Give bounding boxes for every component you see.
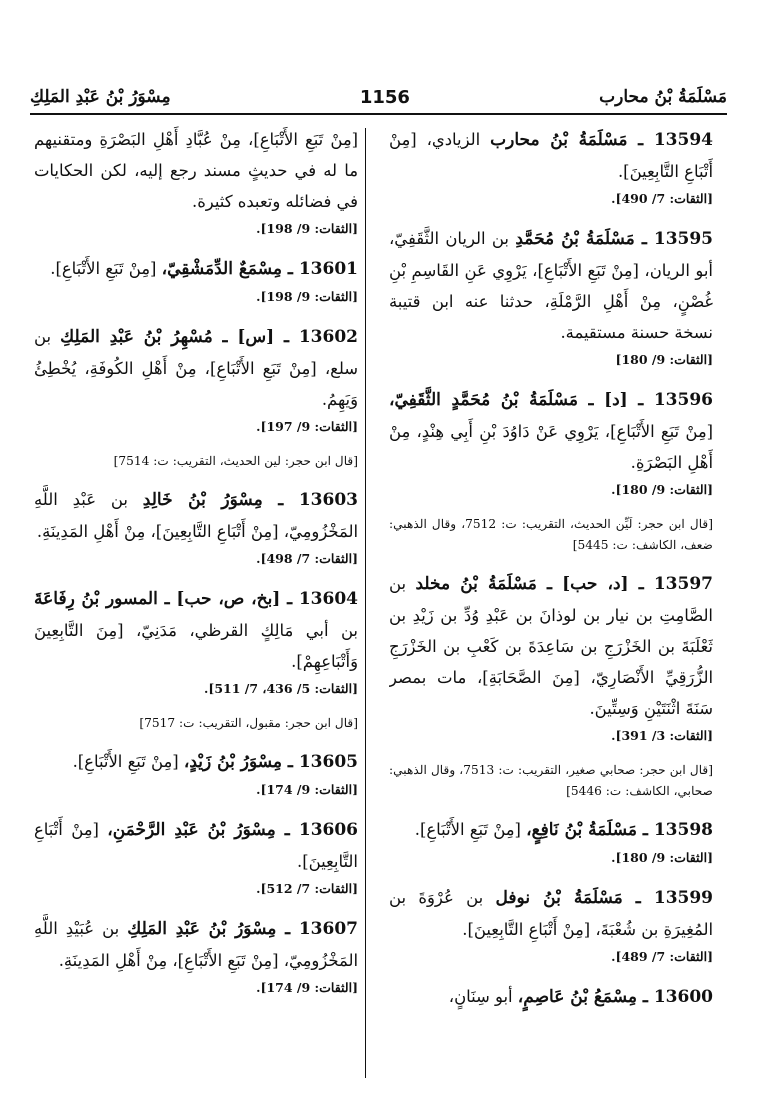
entry-head: 13604 ـ [بخ، ص، حب] ـ المسور بْنُ رِفَاعَةَ <box>34 589 358 609</box>
entry-body: [مِنْ تَبَعِ الأَتْبَاعِ]، مِنْ عُبَّادِ أَهْلِ البَصْرَةِ ومتقنيهم ما له في حديثٍ مسند رجع إليه، لكن الحكايات في فضائله وتعبده كثيرة. <box>34 130 358 211</box>
entry-head: 13601 ـ مِسْمَعٌ الدِّمَشْقِيّ، <box>161 259 358 279</box>
entry <box>389 814 713 870</box>
entry-head: 13598 ـ مَسْلَمَةُ بْنُ نَافِعٍ، <box>526 820 713 840</box>
entry-body: بن سلع، [مِنْ تَبَعِ الأَتْبَاعِ]، مِنْ أَهْلِ الكُوفَةِ، يُخْطِئُ وَيَهِمُ. <box>34 327 358 409</box>
entry-citation: [الثقات: 7/ 498]. <box>256 551 358 566</box>
running-header <box>30 82 727 112</box>
entry <box>34 321 358 439</box>
entry-head: 13602 ـ [س] ـ مُسْهِرُ بْنُ عَبْدِ المَلِكِ <box>60 327 358 347</box>
entry-head: 13599 ـ مَسْلَمَةُ بْنُ نوفل <box>495 888 713 908</box>
entry <box>389 981 713 1013</box>
entry <box>34 583 358 701</box>
column-divider <box>365 128 366 1078</box>
entry <box>34 814 358 901</box>
entry <box>389 124 713 211</box>
entry <box>34 253 358 309</box>
entry-citation: [الثقات: 3/ 391]. <box>611 728 713 743</box>
entry-body: بن الصَّامِتِ بن نيار بن لوذانَ بن عَبْدِ وُدِّ بن زَيْدِ بن ثَعْلَبَةَ بن الخَزْرَجِ بن سَاعِدَةَ بن كَعْبِ بن الخَزْرَجِ الزُّرَقِيِّ الأَنْصَارِيّ، [مِنَ الصَّحَابَةِ]، مات بمصر سَنَةَ اثْنَتَيْنِ وَسِتِّينَ. <box>389 574 713 718</box>
header-right-title: مَسْلَمَةُ بْنُ محارب <box>599 87 727 107</box>
entry-citation: [الثقات: 9/ 174]. <box>256 980 358 995</box>
entry-citation: [الثقات: 9/ 174]. <box>256 782 358 797</box>
entry-head: 13600 ـ مِسْمَعُ بْنُ عَاصِمٍ، <box>517 987 713 1007</box>
entry-note: [قال ابن حجر: صحابي صغير، التقريب: ت: 7513، وقال الذهبي: صحابي، الكاشف: ت: 5446] <box>389 763 713 798</box>
entry <box>389 223 713 372</box>
entry-head: 13603 ـ مِسْوَرُ بْنُ خَالِدِ <box>142 490 358 510</box>
entry <box>389 882 713 969</box>
header-left-title: مِسْوَرُ بْنُ عَبْدِ المَلِكِ <box>30 87 171 107</box>
entry-body: [مِنْ تَبَعِ الأَتْبَاعِ]. <box>72 752 179 771</box>
entry-note: [قال ابن حجر: لين الحديث، التقريب: ت: 7514] <box>113 454 358 468</box>
entry-head: 13607 ـ مِسْوَرُ بْنُ عَبْدِ المَلِكِ <box>127 919 358 939</box>
entry <box>34 913 358 1000</box>
entry-body: بن الريان الثَّقَفِيّ، أبو الريان، [مِنْ تَبَعِ الأَتْبَاعِ]، يَرْوِي عَنِ القَاسِمِ بْنِ غُصْنٍ، مِنْ أَهْلِ الرَّمْلَةِ، حدثنا عنه ابن قتيبة نسخة حسنة مستقيمة. <box>389 229 713 342</box>
entry-body: بن عُرْوَةَ بن المُغِيرَةِ بن شُعْبَةَ، [مِنْ أَتْبَاعِ التَّابِعِينَ]. <box>389 888 713 939</box>
entry-citation: [الثقات: 5/ 436، 7/ 511]. <box>204 681 358 696</box>
entry-citation: [الثقات: 9/ 198]. <box>256 221 358 236</box>
entry-citation: [الثقات: 7/ 489]. <box>611 949 713 964</box>
entry-head: 13594 ـ مَسْلَمَةُ بْنُ محارب <box>490 130 713 150</box>
header-rule <box>30 113 727 115</box>
entry <box>34 746 358 802</box>
entry <box>389 384 713 502</box>
entry-body: بن عَبْدِ اللَّهِ المَخْزُومِيّ، [مِنْ أَتْبَاعِ التَّابِعِينَ]، مِنْ أَهْلِ المَدِينَةِ. <box>34 490 358 541</box>
entry-head: 13605 ـ مِسْوَرُ بْنُ زَيْدٍ، <box>183 752 358 772</box>
entry <box>34 484 358 571</box>
entry-body: بن عُبَيْدِ اللَّهِ المَخْزُومِيّ، [مِنْ تَبَعِ الأَتْبَاعِ]، مِنْ أَهْلِ المَدِينَةِ. <box>34 919 358 970</box>
entry-body: [مِنْ تَبَعِ الأَتْبَاعِ]. <box>414 820 521 839</box>
entry-head: 13597 ـ [د، حب] ـ مَسْلَمَةُ بْنُ مخلد <box>415 574 713 594</box>
entry-citation: [الثقات: 7/ 490]. <box>611 191 713 206</box>
entry-citation: [الثقات: 9/ 197]. <box>256 419 358 434</box>
entry-head: 13595 ـ مَسْلَمَةُ بْنُ مُحَمَّدِ <box>515 229 713 249</box>
entry-body: الزيادي، [مِنْ أَتْبَاعِ التَّابِعِينَ]. <box>389 130 713 181</box>
entry-citation: [الثقات: 7/ 512]. <box>256 881 358 896</box>
entry-body: [مِنْ تَبَعِ الأَتْبَاعِ]. <box>50 259 157 278</box>
entry-citation: [الثقات: 9/ 180]. <box>611 482 713 497</box>
entry-body: بن أبي مَالِكٍ القرظي، مَدَنِيّ، [مِنَ التَّابِعِينَ وَأَتْبَاعِهِمْ]. <box>34 621 358 671</box>
entry-head: 13606 ـ مِسْوَرُ بْنُ عَبْدِ الرَّحْمَنِ، <box>107 820 358 840</box>
entry-body: [مِنْ أَتْبَاعِ التَّابِعِينَ]. <box>34 820 358 871</box>
entry-citation: [الثقات: 9/ 198]. <box>256 289 358 304</box>
entry-body: أبو سِنَانٍ، <box>448 987 513 1006</box>
entry-note: [قال ابن حجر: مقبول، التقريب: ت: 7517] <box>139 716 358 730</box>
right-column <box>389 124 713 1084</box>
entry-note: [قال ابن حجر: لَيِّن الحديث، التقريب: ت: 7512، وقال الذهبي: ضعف، الكاشف: ت: 5445] <box>389 517 713 552</box>
left-column <box>34 124 358 1084</box>
page-number: 1156 <box>359 86 410 108</box>
entry-body: [مِنْ تَبَعِ الأَتْبَاعِ]، يَرْوِي عَنْ دَاوُدَ بْنِ أَبِي هِنْدٍ، مِنْ أَهْلِ البَصْرَةِ. <box>389 422 713 472</box>
entry-citation: [الثقات: 9/ 180] <box>615 352 713 367</box>
entry-head: 13596 ـ [د] ـ مَسْلَمَةُ بْنُ مُحَمَّدٍ الثَّقَفِيّ، <box>389 390 713 410</box>
entry <box>389 568 713 748</box>
entry-continuation <box>34 124 358 241</box>
entry-citation: [الثقات: 9/ 180]. <box>611 850 713 865</box>
